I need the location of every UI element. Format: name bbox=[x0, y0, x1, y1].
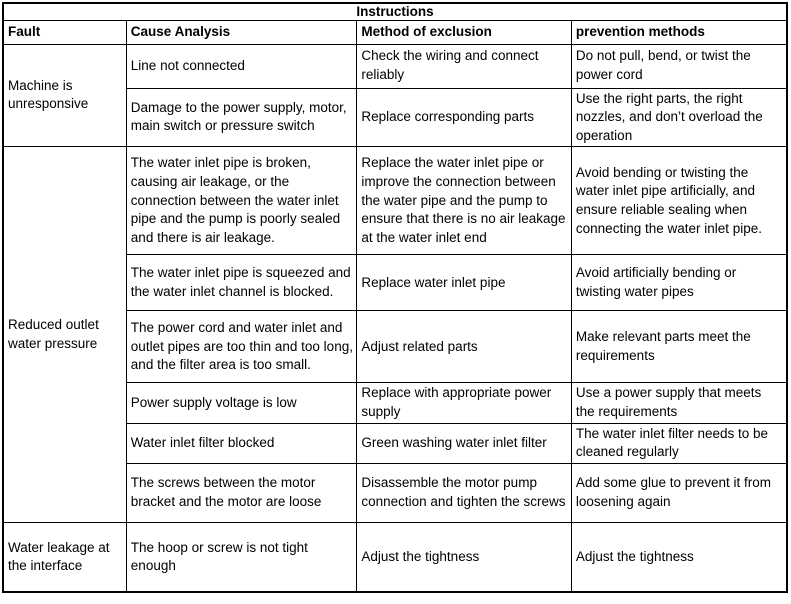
prevention-cell: Do not pull, bend, or twist the power cord bbox=[571, 44, 787, 88]
fault-cell: Water leakage at the interface bbox=[3, 522, 126, 592]
prevention-cell: Use the right parts, the right nozzles, and don’t overload the operation bbox=[571, 88, 787, 147]
prevention-cell: The water inlet filter needs to be cleaned regularly bbox=[571, 423, 787, 463]
cause-cell: Line not connected bbox=[126, 44, 357, 88]
table-title-row bbox=[3, 3, 787, 20]
header-cause-analysis: Cause Analysis bbox=[126, 20, 357, 44]
method-cell: Green washing water inlet filter bbox=[357, 423, 572, 463]
method-cell: Replace with appropriate power supply bbox=[357, 383, 572, 423]
method-cell: Check the wiring and connect reliably bbox=[357, 44, 572, 88]
prevention-cell: Add some glue to prevent it from loosening again bbox=[571, 463, 787, 522]
method-cell: Replace water inlet pipe bbox=[357, 255, 572, 311]
table-row bbox=[3, 522, 787, 592]
method-cell: Disassemble the motor pump connection and tighten the screws bbox=[357, 463, 572, 522]
cause-cell: The power cord and water inlet and outlet pipes are too thin and too long, and the filter area is too small. bbox=[126, 311, 357, 383]
table-row bbox=[3, 147, 787, 255]
prevention-cell: Make relevant parts meet the requirements bbox=[571, 311, 787, 383]
method-cell: Adjust the tightness bbox=[357, 522, 572, 592]
fault-cell: Reduced outlet water pressure bbox=[3, 147, 126, 523]
cause-cell: Power supply voltage is low bbox=[126, 383, 357, 423]
prevention-cell: Adjust the tightness bbox=[571, 522, 787, 592]
header-prevention-methods: prevention methods bbox=[571, 20, 787, 44]
prevention-cell: Avoid bending or twisting the water inlet pipe artificially, and ensure reliable sealing when connecting the water inlet pipe. bbox=[571, 147, 787, 255]
method-cell: Replace the water inlet pipe or improve the connection between the water pipe and the pump to ensure that there is no air leakage at the water inlet end bbox=[357, 147, 572, 255]
instructions-table bbox=[2, 2, 788, 593]
cause-cell: The screws between the motor bracket and the motor are loose bbox=[126, 463, 357, 522]
cause-cell: The water inlet pipe is squeezed and the water inlet channel is blocked. bbox=[126, 255, 357, 311]
prevention-cell: Use a power supply that meets the requirements bbox=[571, 383, 787, 423]
cause-cell: Damage to the power supply, motor, main switch or pressure switch bbox=[126, 88, 357, 147]
prevention-cell: Avoid artificially bending or twisting water pipes bbox=[571, 255, 787, 311]
table-header-row bbox=[3, 20, 787, 44]
table-title: Instructions bbox=[3, 3, 787, 20]
header-method-of-exclusion: Method of exclusion bbox=[357, 20, 572, 44]
method-cell: Replace corresponding parts bbox=[357, 88, 572, 147]
header-fault: Fault bbox=[3, 20, 126, 44]
cause-cell: Water inlet filter blocked bbox=[126, 423, 357, 463]
method-cell: Adjust related parts bbox=[357, 311, 572, 383]
cause-cell: The water inlet pipe is broken, causing air leakage, or the connection between the water inlet pipe and the pump is poorly sealed and there is air leakage. bbox=[126, 147, 357, 255]
cause-cell: The hoop or screw is not tight enough bbox=[126, 522, 357, 592]
table-row bbox=[3, 44, 787, 88]
fault-cell: Machine is unresponsive bbox=[3, 44, 126, 147]
